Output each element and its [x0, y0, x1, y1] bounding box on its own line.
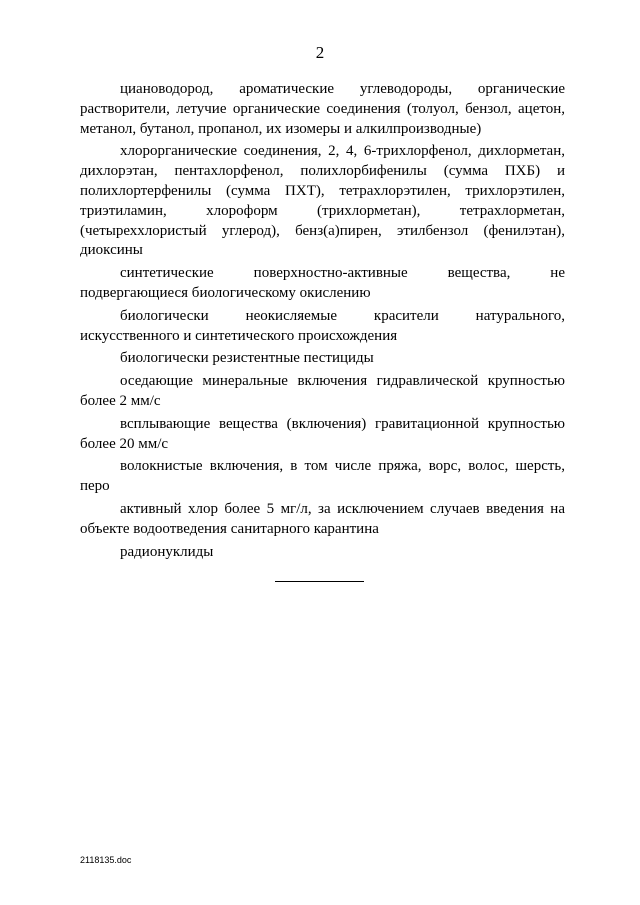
list-item: биологически резистентные пестициды [120, 350, 374, 367]
list-item: активный хлор более 5 мг/л, за исключением случаев введения на объекте водоотведения санитарного карантина [80, 500, 565, 537]
list-item: синтетические поверхностно-активные вещества, не подвергающиеся биологическому окислению [80, 265, 565, 301]
list-item: биологически неокисляемые красители натурального, искусственного и синтетического происхождения [80, 307, 565, 344]
list-item: циановодород, ароматические углеводороды, органические растворители, летучие органические соединения (толуол, бензол, ацетон, метанол, бутанол, пропанол, их изомеры и алкилпроизводные) [80, 81, 565, 137]
list-item: хлорорганические соединения, 2, 4, 6-трихлорфенол, дихлорметан, дихлорэтан, пентахлорфенол, полихлорбифенилы (сумма ПХБ) и полихлортерфенилы (сумма ПХТ), тетрахлорэтилен, трихлорэтилен, триэтиламин, хлороформ (трихлорметан), тетрахлорметан, (четыреххлористый углерод), бенз(а)пирен, этилбензол (фенилэтан), диоксины [80, 143, 565, 259]
list-item: волокнистые включения, в том числе пряжа, ворс, волос, шерсть, перо [80, 458, 565, 495]
list-item: радионуклиды [120, 543, 214, 560]
page-number: 2 [315, 43, 325, 62]
file-name-footer: 2118135.doc [80, 855, 132, 865]
document-body [80, 80, 565, 565]
end-separator-line [275, 581, 364, 582]
list-item: оседающие минеральные включения гидравлической крупностью более 2 мм/с [80, 373, 565, 409]
list-item: всплывающие вещества (включения) гравитационной крупностью более 20 мм/с [80, 415, 565, 452]
